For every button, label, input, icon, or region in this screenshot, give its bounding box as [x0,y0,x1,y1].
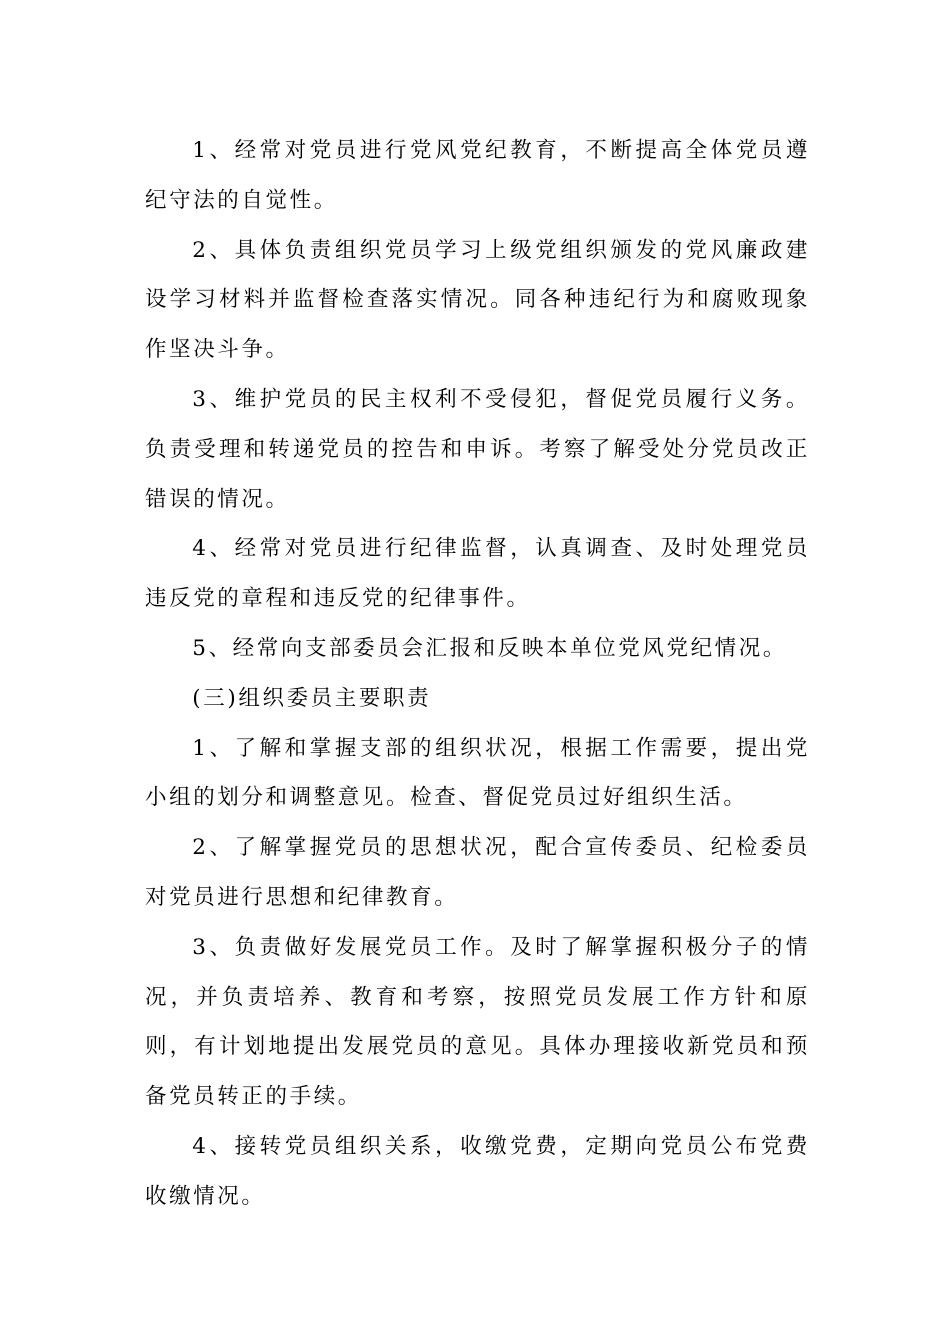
paragraph-org-duty-3: 3、负责做好发展党员工作。及时了解掌握积极分子的情况，并负责培养、教育和考察，按照党员发展工作方针和原则，有计划地提出发展党员的意见。具体办理接收新党员和预备党员转正的手续。 [145,934,810,1110]
paragraph-duty-5: 5、经常向支部委员会汇报和反映本单位党风党纪情况。 [192,635,787,661]
paragraph-org-duty-1: 1、了解和掌握支部的组织状况，根据工作需要，提出党小组的划分和调整意见。检查、督促党员过好组织生活。 [145,735,810,811]
document-body [145,126,810,1222]
section-heading: (三)组织委员主要职责 [192,685,432,711]
paragraph-duty-2: 2、具体负责组织党员学习上级党组织颁发的党风廉政建设学习材料并监督检查落实情况。同各种违纪行为和腐败现象作坚决斗争。 [145,237,810,363]
paragraph-duty-3: 3、维护党员的民主权利不受侵犯，督促党员履行义务。负责受理和转递党员的控告和申诉。考察了解受处分党员改正错误的情况。 [145,386,810,512]
paragraph-duty-4: 4、经常对党员进行纪律监督，认真调查、及时处理党员违反党的章程和违反党的纪律事件。 [145,536,810,612]
paragraph-org-duty-2: 2、了解掌握党员的思想状况，配合宣传委员、纪检委员对党员进行思想和纪律教育。 [145,835,810,910]
paragraph-duty-1: 1、经常对党员进行党风党纪教育，不断提高全体党员遵纪守法的自觉性。 [145,138,810,213]
paragraph-org-duty-4: 4、接转党员组织关系，收缴党费，定期向党员公布党费收缴情况。 [145,1133,810,1209]
